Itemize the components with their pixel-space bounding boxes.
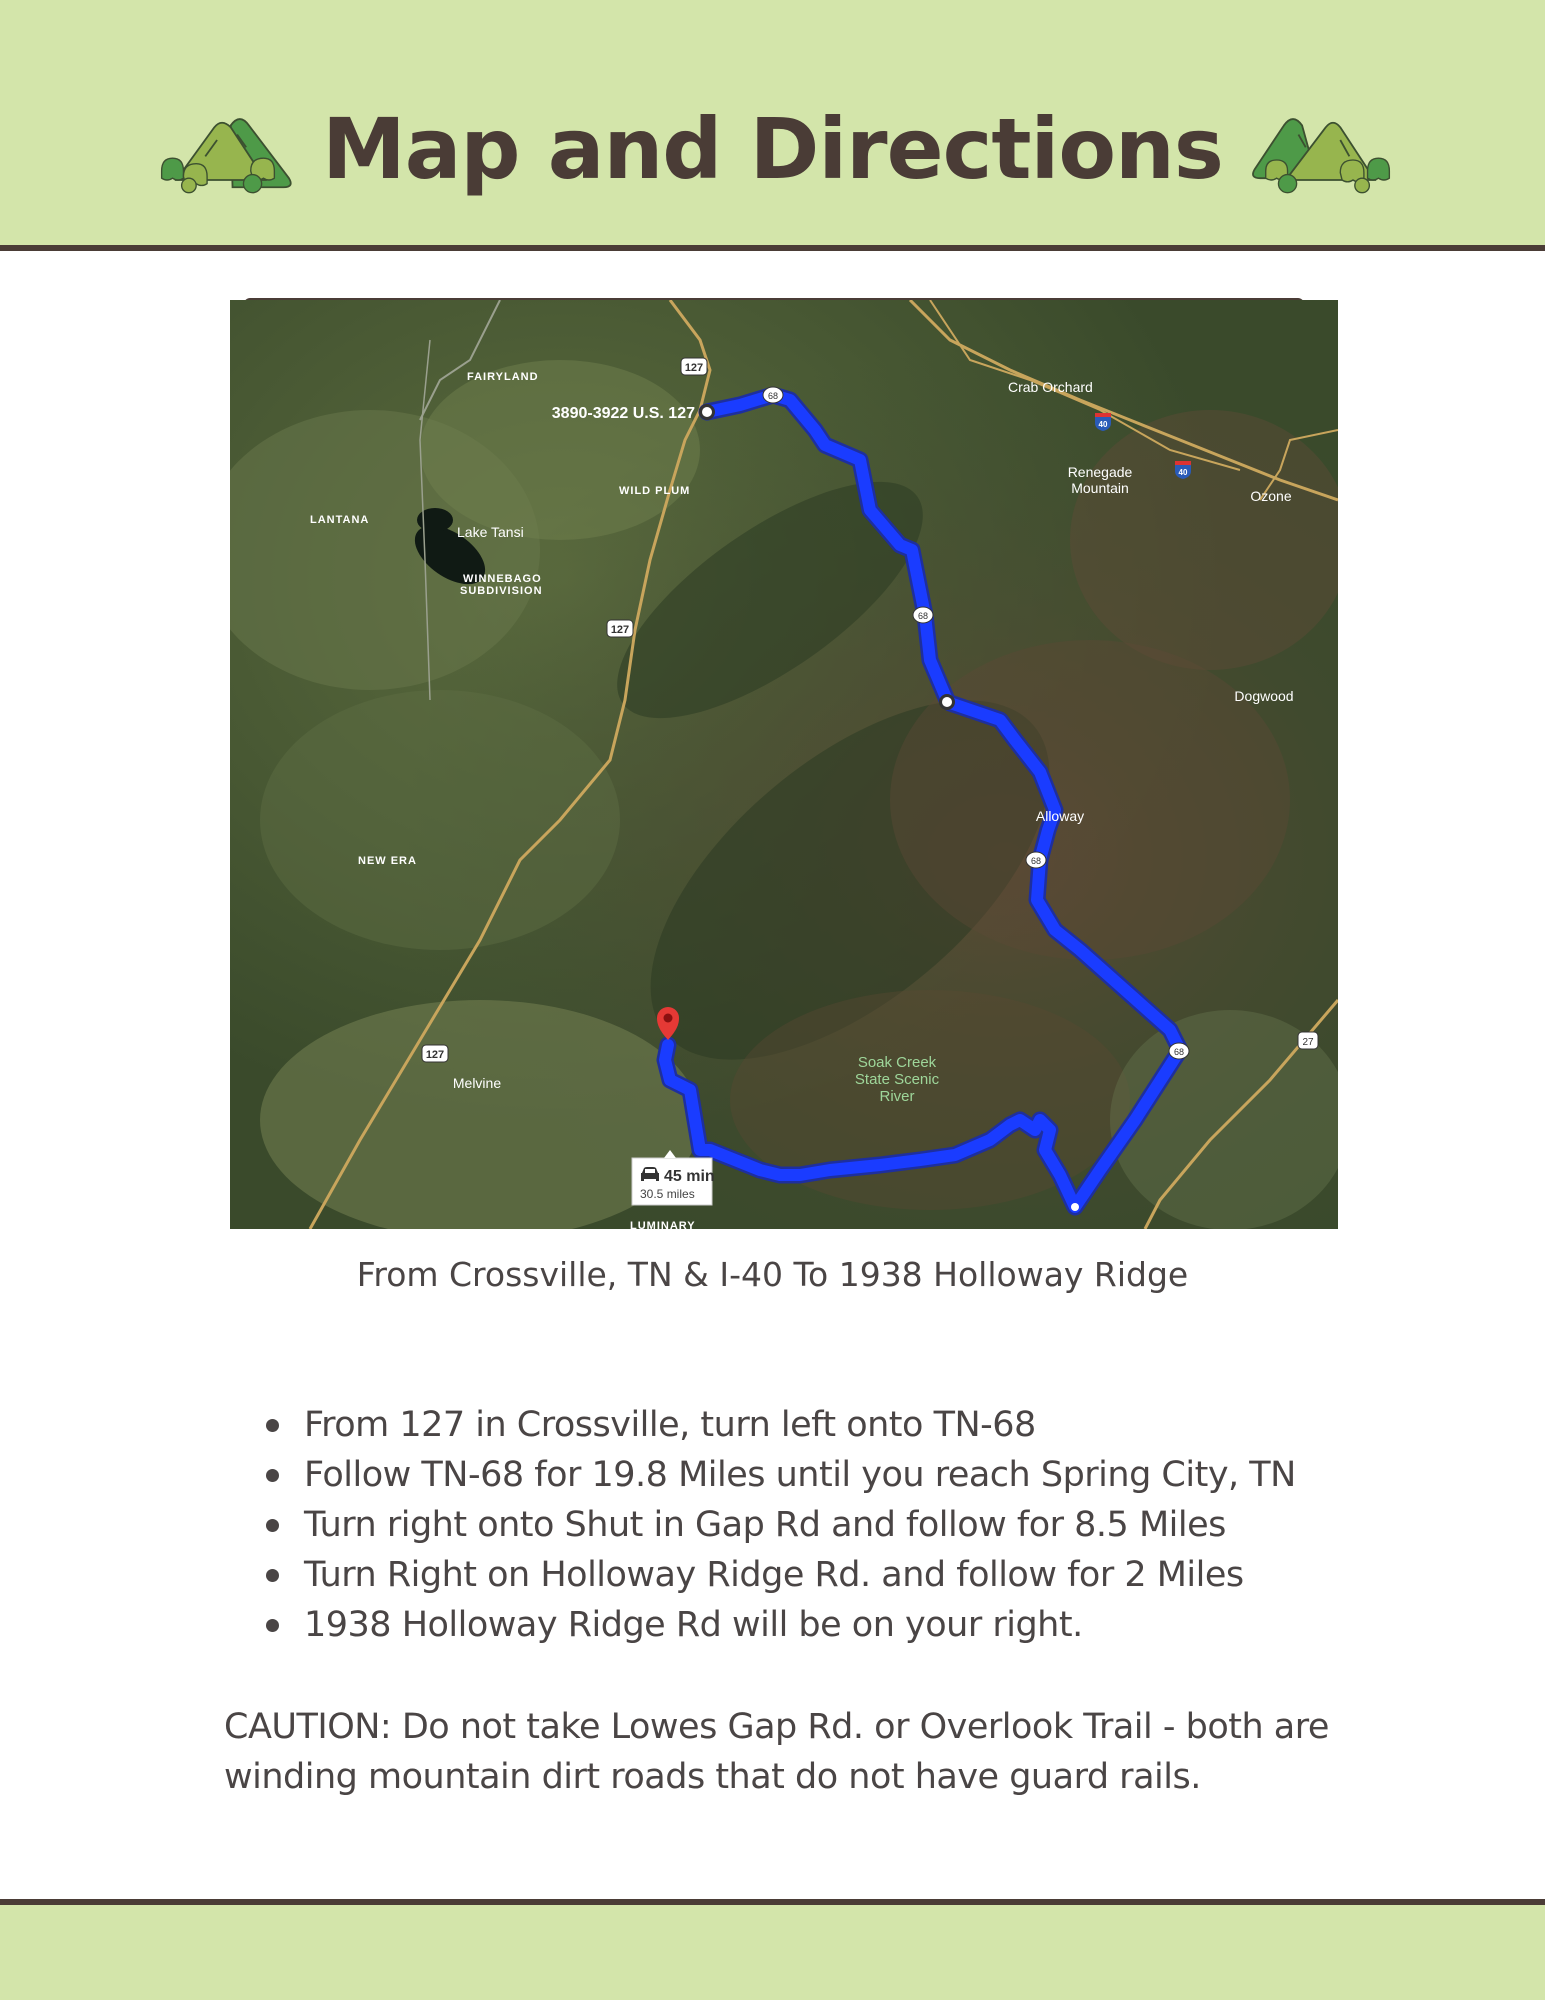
i-40-shield-icon xyxy=(1095,413,1111,431)
route-distance: 30.5 miles xyxy=(640,1187,695,1201)
map-label-winnebago: WINNEBAGO xyxy=(463,573,542,585)
caution-note: CAUTION: Do not take Lowes Gap Rd. or Overlook Trail - both are winding mountain dirt roads that do not have guard rails. xyxy=(224,1707,1329,1797)
map-label-subdivision: SUBDIVISION xyxy=(460,585,543,597)
svg-text:27: 27 xyxy=(1302,1037,1314,1048)
svg-text:68: 68 xyxy=(1030,856,1042,866)
svg-text:40: 40 xyxy=(1178,468,1188,477)
us-27-shield-icon xyxy=(1298,1032,1318,1049)
svg-text:127: 127 xyxy=(610,624,630,636)
tn-68-shield-icon xyxy=(1026,852,1046,868)
bullet-icon xyxy=(266,1569,279,1582)
header-divider xyxy=(0,245,1545,251)
bullet-icon xyxy=(266,1619,279,1632)
map-label-fairyland: FAIRYLAND xyxy=(467,371,539,383)
waypoint-icon xyxy=(939,694,955,710)
tn-68-shield-icon xyxy=(1169,1043,1189,1059)
map-label-state-scenic: State Scenic xyxy=(854,1071,940,1088)
map-label-renegade: Renegade xyxy=(1067,464,1133,480)
bullet-icon xyxy=(266,1469,279,1482)
map-label-lake-tansi: Lake Tansi xyxy=(457,524,524,540)
us-127-shield-icon xyxy=(607,620,633,637)
map-label-river: River xyxy=(879,1088,915,1105)
svg-text:127: 127 xyxy=(684,362,704,374)
mountains-icon xyxy=(1243,100,1403,200)
i-40-shield-icon xyxy=(1175,461,1191,479)
direction-step: From 127 in Crossville, turn left onto TN-68 xyxy=(264,1400,1364,1450)
svg-text:68: 68 xyxy=(767,391,779,401)
map-label-soak-creek: Soak Creek xyxy=(857,1054,937,1071)
map-label-dogwood: Dogwood xyxy=(1234,688,1294,704)
map-label-crab-orchard: Crab Orchard xyxy=(1008,379,1093,395)
us-127-shield-icon xyxy=(422,1045,448,1062)
svg-text:40: 40 xyxy=(1098,420,1108,429)
footer-band xyxy=(0,1905,1545,2000)
bullet-icon xyxy=(266,1519,279,1532)
map-label-ozone: Ozone xyxy=(1250,488,1292,504)
route-map xyxy=(230,300,1338,1229)
map-label-melvine: Melvine xyxy=(452,1075,502,1091)
waypoint-icon xyxy=(1071,1203,1079,1211)
svg-text:127: 127 xyxy=(425,1049,445,1061)
direction-step: Turn right onto Shut in Gap Rd and follow for 8.5 Miles xyxy=(264,1500,1364,1550)
map-label-mountain: Mountain xyxy=(1071,480,1129,496)
map-label-start-address: 3890-3922 U.S. 127 xyxy=(551,405,695,422)
tn-68-shield-icon xyxy=(763,387,783,403)
route-duration: 45 min xyxy=(664,1168,715,1185)
start-point-icon xyxy=(699,404,715,420)
map-label-lantana: LANTANA xyxy=(310,514,370,526)
svg-text:68: 68 xyxy=(917,611,929,621)
route-summary-box xyxy=(632,1150,715,1205)
car-icon xyxy=(641,1167,659,1181)
map-label-new-era: NEW ERA xyxy=(358,855,417,867)
map-label-luminary: LUMINARY xyxy=(630,1220,696,1229)
direction-step: Turn Right on Holloway Ridge Rd. and follow for 2 Miles xyxy=(264,1550,1364,1600)
satellite-map xyxy=(230,300,1338,1229)
header-band xyxy=(0,0,1545,245)
us-127-shield-icon xyxy=(681,358,707,375)
map-label-alloway: Alloway xyxy=(1035,808,1085,824)
tn-68-shield-icon xyxy=(913,607,933,623)
direction-step: 1938 Holloway Ridge Rd will be on your right. xyxy=(264,1600,1364,1650)
map-label-wild-plum: WILD PLUM xyxy=(619,485,691,497)
direction-step: Follow TN-68 for 19.8 Miles until you reach Spring City, TN xyxy=(264,1450,1364,1500)
svg-text:68: 68 xyxy=(1173,1047,1185,1057)
directions-list xyxy=(264,1400,1364,1650)
bullet-icon xyxy=(266,1419,279,1432)
page-title: Map and Directions xyxy=(322,100,1223,198)
map-caption: From Crossville, TN & I-40 To 1938 Holloway Ridge xyxy=(356,1255,1189,1294)
